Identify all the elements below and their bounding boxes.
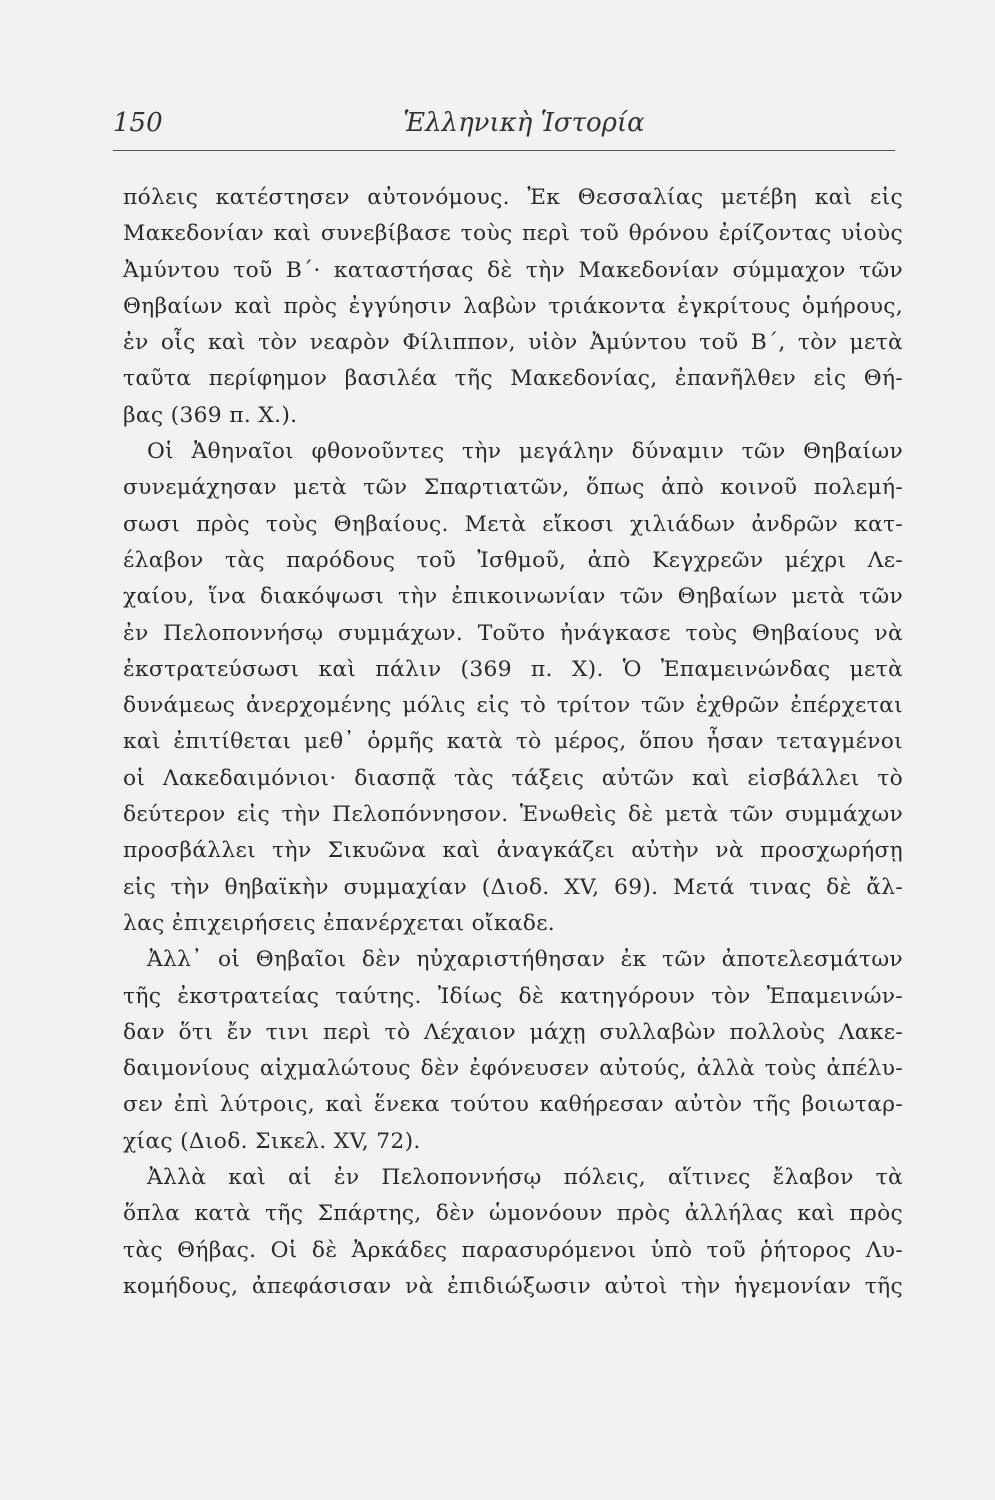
text-line: οἱ Λακεδαιμόνιοι· διασπᾷ τὰς τάξεις αὐτῶν καὶ εἰσβάλλει τὸ — [123, 765, 903, 791]
page-header — [113, 108, 895, 144]
text-line: έλαβον τὰς παρόδους τοῦ Ἰσθμοῦ, ἀπὸ Κεγχρεῶν μέχρι Λε- — [123, 547, 903, 573]
text-line: χίας (Διοδ. Σικελ. XV, 72). — [123, 1128, 421, 1154]
page-number: 150 — [113, 108, 163, 138]
text-line: καὶ ἐπιτίθεται μεθ᾽ ὁρμῆς κατὰ τὸ μέρος, ὅπου ἦσαν τεταγμένοι — [123, 729, 903, 755]
text-line: τῆς ἐκστρατείας ταύτης. Ἰδίως δὲ κατηγόρουν τὸν Ἐπαμεινών- — [123, 983, 903, 1009]
text-line: Θηβαίων καὶ πρὸς ἐγγύησιν λαβὼν τριάκοντα ἐγκρίτους ὁμήρους, — [123, 293, 903, 319]
text-line: Μακεδονίαν καὶ συνεβίβασε τοὺς περὶ τοῦ θρόνου ἐρίζοντας υἱοὺς — [123, 221, 903, 247]
text-line: σωσι πρὸς τοὺς Θηβαίους. Μετὰ εἴκοσι χιλιάδων ἀνδρῶν κατ- — [123, 511, 903, 537]
text-line: δαν ὅτι ἔν τινι περὶ τὸ Λέχαιον μάχῃ συλλαβὼν πολλοὺς Λακε- — [123, 1019, 903, 1045]
text-line: εἰς τὴν θηβαϊκὴν συμμαχίαν (Διοδ. XV, 69). Μετά τινας δὲ ἄλ- — [123, 874, 903, 900]
text-line: ἐν οἷς καὶ τὸν νεαρὸν Φίλιππον, υἱὸν Ἀμύντου τοῦ Β΄, τὸν μετὰ — [123, 330, 903, 356]
text-line: τὰς Θήβας. Οἱ δὲ Ἀρκάδες παρασυρόμενοι ὑπὸ τοῦ ῥήτορος Λυ- — [123, 1237, 903, 1263]
text-line: δυνάμεως ἀνερχομένης μόλις εἰς τὸ τρίτον τῶν ἐχθρῶν ἐπέρχεται — [123, 693, 903, 719]
text-line: Ἀμύντου τοῦ Β΄· καταστήσας δὲ τὴν Μακεδονίαν σύμμαχον τῶν — [123, 257, 903, 283]
text-line: Ἀλλὰ καὶ αἱ ἐν Πελοποννήσῳ πόλεις, αἵτινες ἔλαβον τὰ — [147, 1165, 903, 1191]
text-line: ὅπλα κατὰ τῆς Σπάρτης, δὲν ὡμονόουν πρὸς ἀλλήλας καὶ πρὸς — [123, 1201, 903, 1227]
text-line: δεύτερον εἰς τὴν Πελοπόννησον. Ἑνωθεὶς δὲ μετὰ τῶν συμμάχων — [123, 802, 903, 828]
running-title: Ἑλληνικὴ Ἱστορία — [403, 108, 645, 138]
header-rule — [113, 150, 895, 151]
text-line: λας ἐπιχειρήσεις ἐπανέρχεται οἴκαδε. — [123, 910, 556, 936]
text-line: ἐν Πελοποννήσῳ συμμάχων. Τοῦτο ἠνάγκασε τοὺς Θηβαίους νὰ — [123, 620, 903, 646]
text-line: βας (369 π. Χ.). — [123, 402, 298, 428]
text-line: σεν ἐπὶ λύτροις, καὶ ἕνεκα τούτου καθήρεσαν αὐτὸν τῆς βοιωταρ- — [123, 1092, 903, 1118]
body-text — [123, 180, 903, 1305]
text-line: ταῦτα περίφημον βασιλέα τῆς Μακεδονίας, ἐπανῆλθεν εἰς Θή- — [123, 366, 903, 392]
text-line: κομήδους, ἀπεφάσισαν νὰ ἐπιδιώξωσιν αὐτοὶ τὴν ἡγεμονίαν τῆς — [123, 1273, 903, 1299]
text-line: Ἀλλ᾽ οἱ Θηβαῖοι δὲν ηὐχαριστήθησαν ἐκ τῶν ἀποτελεσμάτων — [147, 947, 903, 973]
text-line: δαιμονίους αἰχμαλώτους δὲν ἐφόνευσεν αὐτούς, ἀλλὰ τοὺς ἀπέλυ- — [123, 1056, 903, 1082]
text-line: χαίου, ἵνα διακόψωσι τὴν ἐπικοινωνίαν τῶν Θηβαίων μετὰ τῶν — [123, 584, 903, 610]
text-line: Οἱ Ἀθηναῖοι φθονοῦντες τὴν μεγάλην δύναμιν τῶν Θηβαίων — [147, 439, 903, 465]
text-line: πόλεις κατέστησεν αὐτονόμους. Ἐκ Θεσσαλίας μετέβη καὶ εἰς — [123, 185, 903, 210]
text-line: συνεμάχησαν μετὰ τῶν Σπαρτιατῶν, ὅπως ἀπὸ κοινοῦ πολεμή- — [123, 475, 903, 501]
text-line: ἐκστρατεύσωσι καὶ πάλιν (369 π. Χ). Ὁ Ἐπαμεινώνδας μετὰ — [123, 656, 903, 682]
text-line: προσβάλλει τὴν Σικυῶνα καὶ ἀναγκάζει αὐτὴν νὰ προσχωρήσῃ — [123, 838, 903, 864]
